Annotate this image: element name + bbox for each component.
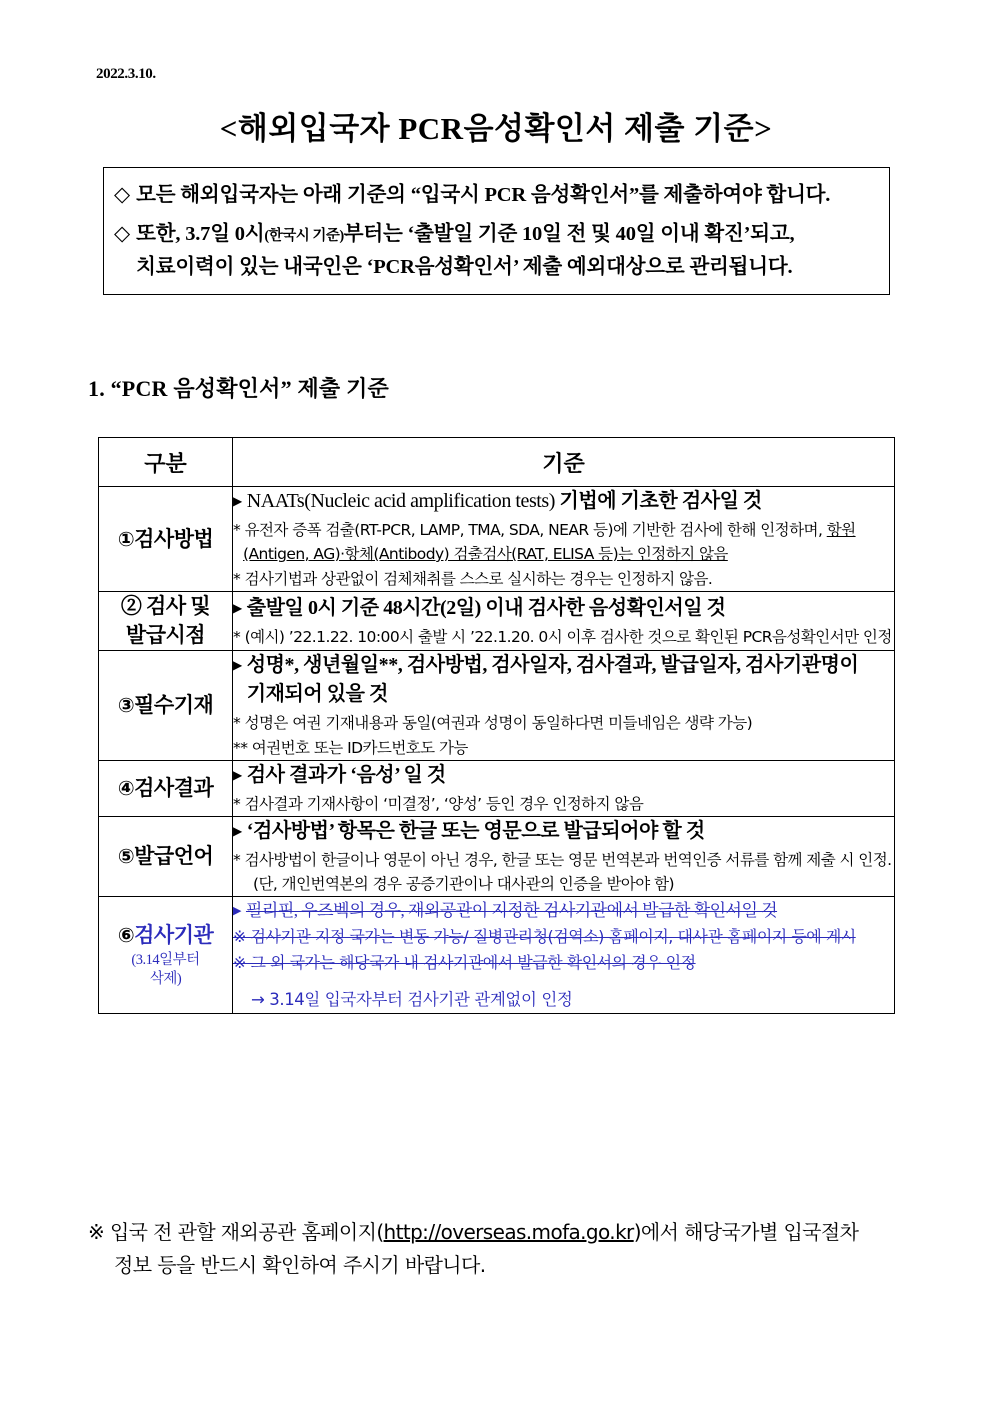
notice-item-2	[114, 219, 875, 283]
criteria-note	[233, 518, 894, 566]
row-label-sublabel	[99, 951, 232, 989]
criteria-bullet	[233, 487, 894, 516]
row-label-test-result	[99, 761, 233, 817]
criteria-note: ** 여권번호 또는 ID카드번호도 가능	[233, 739, 468, 757]
triangle-bullet-icon: ▶	[233, 494, 242, 508]
row-label-text: 검사기관	[134, 923, 214, 947]
diamond-bullet-icon: ◇	[114, 221, 131, 245]
footer-note	[88, 1216, 918, 1282]
criteria-note-deleted: ※ 검사기관 지정 국가는 변동 가능/ 질병관리청(검역소) 홈페이지, 대사관 홈페이지 등에 게시	[233, 927, 856, 946]
criteria-note-deleted: ※ 그 외 국가는 해당국가 내 검사기관에서 발급한 확인서의 경우 인정	[233, 953, 696, 972]
criteria-result-note: → 3.14일 입국자부터 검사기관 관계없이 인정	[251, 990, 573, 1009]
row-number-5: ⑤	[117, 844, 135, 868]
notice-item-1-text: 모든 해외입국자는 아래 기준의 “입국시 PCR 음성확인서”를 제출하여야 합니다.	[136, 184, 831, 206]
table-row	[99, 761, 895, 817]
row-content-test-facility	[233, 897, 895, 1014]
criteria-bullet-text: 성명*, 생년월일**, 검사방법, 검사일자, 검사결과, 발급일자, 검사기관명이 기재되어 있을 것	[246, 654, 859, 705]
page-title: <해외입국자 PCR음성확인서 제출 기준>	[219, 111, 773, 146]
row-number-6: ⑥	[117, 923, 135, 947]
criteria-bullet	[233, 761, 894, 790]
row-content-issue-language	[233, 817, 895, 897]
criteria-note: * 성명은 여권 기재내용과 동일(여권과 성명이 동일하다면 미들네임은 생략 가능)	[233, 714, 753, 732]
row-label-text: 발급언어	[134, 844, 214, 868]
notice-item-1	[114, 180, 875, 211]
row-label-text: 필수기재	[134, 693, 214, 717]
table-header-category: 구분	[99, 438, 233, 487]
criteria-note-underlined: 항원(Antigen, AG)·항체(Antibody) 검출검사(RAT, ELISA 등)는 인정하지 않음	[243, 521, 856, 563]
table-row	[99, 592, 895, 651]
table-row	[99, 651, 895, 761]
row-content-test-result	[233, 761, 895, 817]
footer-marker-icon: ※	[88, 1220, 105, 1244]
row-label-sub-line1: (3.14일부터	[131, 952, 200, 968]
table-row	[99, 487, 895, 592]
row-label-test-timing	[99, 592, 233, 651]
criteria-bullet-deleted	[233, 897, 894, 924]
row-number-4: ④	[117, 776, 135, 800]
criteria-bullet-text: 검사 결과가 ‘음성’ 일 것	[246, 764, 446, 786]
row-content-test-method	[233, 487, 895, 592]
criteria-bullet	[233, 817, 894, 846]
footer-text-before-url: 입국 전 관할 재외공관 홈페이지(	[109, 1220, 384, 1244]
criteria-bullet-rest: 기법에 기초한 검사일 것	[554, 490, 762, 512]
row-label-line2: 발급시점	[125, 623, 206, 647]
criteria-bullet	[233, 594, 894, 623]
criteria-bullet-text: ‘검사방법’ 항목은 한글 또는 영문으로 발급되어야 할 것	[246, 820, 705, 842]
triangle-bullet-icon: ▶	[233, 768, 242, 782]
criteria-note: * (예시) ’22.1.22. 10:00시 출발 시 ’22.1.20. 0시 이후 검사한 것으로 확인된 PCR음성확인서만 인정	[233, 627, 892, 646]
mofa-website-link[interactable]: http://overseas.mofa.go.kr	[383, 1220, 634, 1244]
footer-line2: 정보 등을 반드시 확인하여 주시기 바랍니다.	[114, 1253, 486, 1277]
table-header-row	[99, 438, 895, 487]
section-heading: 1. “PCR 음성확인서” 제출 기준	[88, 376, 389, 401]
row-content-test-timing	[233, 592, 895, 651]
criteria-bullet-text	[247, 487, 894, 516]
diamond-bullet-icon: ◇	[114, 182, 131, 206]
row-label-test-facility	[99, 897, 233, 1014]
triangle-bullet-icon: ▶	[233, 600, 242, 615]
criteria-bullet-deleted-text: 필리핀, 우즈벡의 경우, 재외공관이 지정한 검사기관에서 발급한 확인서일 것	[245, 901, 778, 920]
row-number-3: ③	[117, 693, 135, 717]
criteria-note: * 검사방법이 한글이나 영문이 아닌 경우, 한글 또는 영문 번역본과 번역인증 서류를 함께 제출 시 인정. (단, 개인번역본의 경우 공증기관이나 대사관의 인증을 받아야 함)	[233, 851, 892, 893]
notice-box	[103, 167, 890, 295]
triangle-bullet-icon: ▶	[233, 904, 241, 917]
row-number-1: ①	[117, 526, 135, 551]
row-label-test-method	[99, 487, 233, 592]
criteria-table	[98, 437, 895, 1014]
row-label-sub-line2: 삭제)	[149, 971, 182, 987]
row-label-issue-language	[99, 817, 233, 897]
criteria-note: * 검사기법과 상관없이 검체채취를 스스로 실시하는 경우는 인정하지 않음.	[233, 570, 713, 588]
criteria-note: * 검사결과 기재사항이 ‘미결정’, ‘양성’ 등인 경우 인정하지 않음	[233, 795, 644, 813]
criteria-bullet-text: 출발일 0시 기준 48시간(2일) 이내 검사한 음성확인서일 것	[246, 596, 726, 619]
notice-item-2-prefix: 또한, 3.7일 0시	[136, 223, 265, 245]
notice-item-2-text	[136, 219, 875, 283]
notice-item-2-paren: (한국시 기준)	[264, 228, 344, 244]
footer-text-after-url: )에서 해당국가별 입국절차	[633, 1220, 859, 1244]
table-header-criteria: 기준	[233, 438, 895, 487]
row-label-text: 검사방법	[134, 526, 214, 551]
table-row-deleted	[99, 897, 895, 1014]
row-label-line1: ② 검사 및	[120, 594, 211, 618]
row-label-text: 검사결과	[134, 776, 214, 800]
table-row	[99, 817, 895, 897]
criteria-note-plain: * 유전자 증폭 검출(RT-PCR, LAMP, TMA, SDA, NEAR 등)에 기반한 검사에 한해 인정하며,	[233, 521, 827, 539]
notice-item-2-suffix: 부터는 ‘출발일 기준 10일 전 및 40일 이내 확진’되고, 치료이력이 있는 내국인은 ‘PCR음성확인서’ 제출 예외대상으로 관리됩니다.	[136, 223, 795, 278]
row-content-required-fields	[233, 651, 895, 761]
document-date: 2022.3.10.	[96, 66, 156, 82]
triangle-bullet-icon: ▶	[233, 824, 242, 838]
criteria-bullet-latin: NAATs(Nucleic acid amplification tests)	[246, 490, 555, 512]
row-label-required-fields	[99, 651, 233, 761]
criteria-bullet	[233, 651, 894, 709]
triangle-bullet-icon: ▶	[233, 658, 242, 672]
